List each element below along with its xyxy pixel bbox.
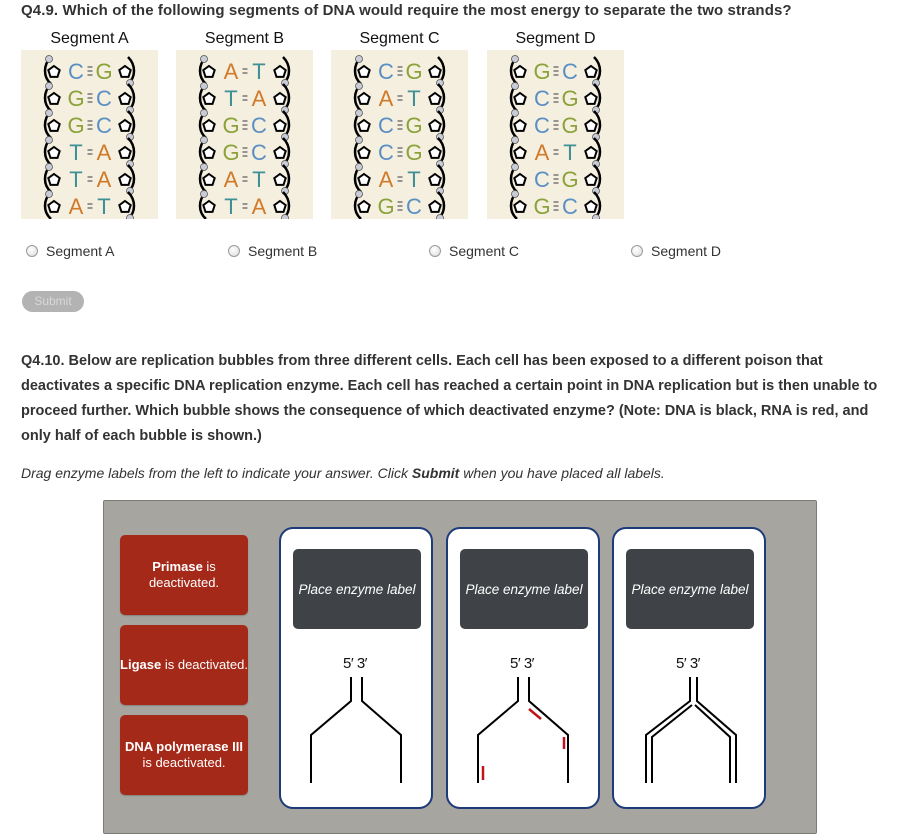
base-letter-left: A (223, 59, 239, 84)
base-letter-left: A (223, 167, 239, 192)
base-letter-left: C (378, 113, 394, 138)
base-letter-right: C (406, 194, 422, 219)
radio-button[interactable] (228, 245, 240, 257)
base-letter-left: C (534, 113, 550, 138)
base-letter-right: T (97, 194, 111, 219)
phosphate (46, 137, 53, 144)
sugar-left (203, 174, 214, 185)
base-letter-left: G (67, 113, 85, 138)
radio-option-segment-c[interactable] (429, 243, 519, 259)
base-letter-right: A (251, 194, 267, 219)
parent-strand-left (311, 677, 351, 783)
enzyme-label-primase[interactable] (120, 535, 248, 615)
phosphate (46, 164, 53, 171)
base-letter-right: A (251, 86, 267, 111)
enzyme-dropzone-2[interactable]: Place enzyme label (460, 549, 588, 629)
sugar-left (514, 66, 525, 77)
phosphate (201, 110, 208, 117)
phosphate (201, 191, 208, 198)
replication-bubble-diagram (281, 529, 435, 811)
base-letter-right: T (407, 167, 421, 192)
sugar-right (585, 201, 596, 212)
sugar-right (429, 66, 440, 77)
sugar-left (203, 147, 214, 158)
base-letter-right: T (252, 167, 266, 192)
base-letter-left: G (533, 59, 551, 84)
base-letter-left: G (67, 86, 85, 111)
sugar-left (48, 93, 59, 104)
sugar-right (585, 93, 596, 104)
question-4-10-text: Q4.10. Below are replication bubbles from three different cells. Each cell has been exposed to a different poison that deactivates a specific DNA replication enzyme. Each cell has reached a certain point in DNA replication but is then unable to proceed further. Which bubble shows the consequence of which deactivated enzyme? (Note: DNA is black, RNA is red, and only half of each bubble is shown.) (21, 353, 878, 444)
daughter-strand-left (652, 705, 692, 783)
sugar-right (274, 201, 285, 212)
phosphate (437, 215, 444, 220)
sugar-left (514, 201, 525, 212)
radio-option-segment-b[interactable] (228, 243, 317, 259)
dna-helix-drawing (21, 50, 158, 219)
sugar-left (203, 93, 214, 104)
phosphate (512, 191, 519, 198)
dna-helix-drawing (487, 50, 624, 219)
dna-segment-image (487, 50, 624, 219)
base-letter-left: T (224, 194, 238, 219)
sugar-right (585, 120, 596, 131)
sugar-right (429, 120, 440, 131)
sugar-right (119, 201, 130, 212)
enzyme-label-text: is deactivated. (148, 559, 220, 590)
base-letter-right: T (563, 140, 577, 165)
sugar-right (585, 174, 596, 185)
sugar-right (274, 147, 285, 158)
base-letter-right: C (96, 113, 112, 138)
replication-bubble-card-2 (446, 527, 600, 809)
segment-c-figure (331, 28, 468, 219)
phosphate (282, 215, 289, 220)
base-letter-left: G (222, 140, 240, 165)
replication-bubble-diagram (614, 529, 768, 811)
parent-strand-right (529, 677, 568, 783)
segment-label: Segment B (204, 30, 285, 47)
enzyme-label-dna-polymerase[interactable] (120, 715, 248, 795)
segment-label: Segment D (515, 30, 596, 47)
base-letter-left: T (69, 140, 83, 165)
sugar-left (358, 147, 369, 158)
sugar-left (358, 66, 369, 77)
sugar-left (514, 147, 525, 158)
base-letter-right: A (96, 167, 112, 192)
base-letter-left: G (222, 113, 240, 138)
dna-helix-drawing (176, 50, 313, 219)
sugar-right (274, 174, 285, 185)
phosphate (356, 164, 363, 171)
sugar-left (514, 174, 525, 185)
base-letter-right: T (407, 86, 421, 111)
base-letter-left: G (533, 194, 551, 219)
radio-label: Segment B (248, 243, 318, 259)
sugar-right (274, 93, 285, 104)
base-letter-right: G (405, 113, 423, 138)
dna-segment-image (176, 50, 313, 219)
phosphate (356, 83, 363, 90)
dna-segment-image (331, 50, 468, 219)
segment-d-figure (487, 28, 624, 219)
phosphate (201, 83, 208, 90)
base-letter-right: A (96, 140, 112, 165)
enzyme-name: Ligase (120, 657, 162, 672)
segment-b-figure (176, 28, 313, 219)
strand-ends-label: 5′ 3′ (676, 655, 700, 672)
base-letter-right: G (561, 86, 579, 111)
base-letter-left: A (378, 167, 394, 192)
base-letter-left: A (68, 194, 84, 219)
sugar-left (358, 201, 369, 212)
phosphate (46, 83, 53, 90)
phosphate (46, 191, 53, 198)
phosphate (356, 191, 363, 198)
instruction-text: Drag enzyme labels from the left to indicate your answer. Click (21, 465, 412, 481)
enzyme-dropzone-3[interactable]: Place enzyme label (626, 549, 754, 629)
sugar-left (48, 201, 59, 212)
enzyme-label-text: is deactivated. (142, 755, 226, 770)
base-letter-left: A (534, 140, 550, 165)
enzyme-dropzone-1[interactable]: Place enzyme label (293, 549, 421, 629)
replication-bubble-card-1 (279, 527, 433, 809)
replication-bubble-card-3 (612, 527, 766, 809)
dna-helix-drawing (331, 50, 468, 219)
base-letter-left: C (378, 140, 394, 165)
sugar-right (585, 147, 596, 158)
phosphate (46, 110, 53, 117)
submit-button[interactable]: Submit (22, 291, 84, 312)
sugar-left (203, 66, 214, 77)
phosphate (356, 137, 363, 144)
base-letter-left: A (378, 86, 394, 111)
replication-bubble-diagram (448, 529, 602, 811)
segment-label: Segment A (50, 30, 129, 47)
sugar-right (429, 147, 440, 158)
radio-option-segment-d[interactable] (631, 243, 721, 259)
base-letter-right: C (562, 59, 578, 84)
enzyme-label-ligase[interactable] (120, 625, 248, 705)
base-letter-right: T (252, 59, 266, 84)
sugar-left (514, 120, 525, 131)
phosphate (46, 56, 53, 63)
sugar-right (274, 66, 285, 77)
sugar-right (585, 66, 596, 77)
enzyme-name: DNA polymerase III (124, 739, 243, 754)
phosphate (356, 110, 363, 117)
base-letter-right: G (95, 59, 113, 84)
sugar-left (48, 174, 59, 185)
base-letter-left: C (534, 167, 550, 192)
phosphate (512, 110, 519, 117)
strand-ends-label: 5′ 3′ (510, 655, 534, 672)
sugar-right (119, 93, 130, 104)
phosphate (512, 83, 519, 90)
sugar-right (274, 120, 285, 131)
phosphate (127, 215, 134, 220)
question-4-9-title: Q4.9. Which of the following segments of DNA would require the most energy to separate the two strands? (21, 2, 792, 19)
enzyme-name: Primase (152, 559, 203, 574)
sugar-left (358, 93, 369, 104)
radio-option-segment-a[interactable] (26, 243, 115, 259)
phosphate (356, 56, 363, 63)
strand-ends-label: 5′ 3′ (343, 655, 367, 672)
enzyme-label-text: is deactivated. (161, 657, 248, 672)
radio-label: Segment A (46, 243, 115, 259)
sugar-left (203, 120, 214, 131)
radio-button[interactable] (631, 245, 643, 257)
base-letter-left: C (378, 59, 394, 84)
parent-strand-right (362, 677, 401, 783)
phosphate (512, 56, 519, 63)
base-letter-right: G (405, 59, 423, 84)
sugar-left (358, 174, 369, 185)
phosphate (201, 164, 208, 171)
sugar-left (203, 201, 214, 212)
radio-label: Segment D (651, 243, 722, 259)
sugar-right (119, 120, 130, 131)
sugar-left (514, 93, 525, 104)
base-letter-right: C (562, 194, 578, 219)
base-letter-right: G (561, 167, 579, 192)
daughter-strand-right (695, 705, 730, 783)
radio-button[interactable] (429, 245, 441, 257)
base-letter-right: C (251, 113, 267, 138)
dna-segment-image (21, 50, 158, 219)
base-letter-right: G (561, 113, 579, 138)
phosphate (201, 56, 208, 63)
sugar-right (119, 147, 130, 158)
sugar-left (48, 120, 59, 131)
radio-button[interactable] (26, 245, 38, 257)
phosphate (512, 137, 519, 144)
sugar-right (429, 93, 440, 104)
sugar-right (429, 201, 440, 212)
base-letter-left: C (68, 59, 84, 84)
phosphate (593, 215, 600, 220)
sugar-left (48, 147, 59, 158)
base-letter-right: C (96, 86, 112, 111)
phosphate (201, 137, 208, 144)
sugar-right (119, 174, 130, 185)
sugar-right (119, 66, 130, 77)
radio-label: Segment C (449, 243, 520, 259)
base-letter-left: T (69, 167, 83, 192)
instruction-submit-word: Submit (411, 465, 460, 481)
segment-a-figure (21, 28, 158, 219)
sugar-right (429, 174, 440, 185)
base-letter-right: C (251, 140, 267, 165)
base-letter-left: G (377, 194, 395, 219)
base-letter-left: T (224, 86, 238, 111)
base-letter-right: G (405, 140, 423, 165)
sugar-left (48, 66, 59, 77)
drag-instruction (21, 465, 665, 481)
instruction-text-end: when you have placed all labels. (459, 465, 665, 481)
sugar-left (358, 120, 369, 131)
phosphate (512, 164, 519, 171)
segment-label: Segment C (359, 30, 440, 47)
base-letter-left: C (534, 86, 550, 111)
